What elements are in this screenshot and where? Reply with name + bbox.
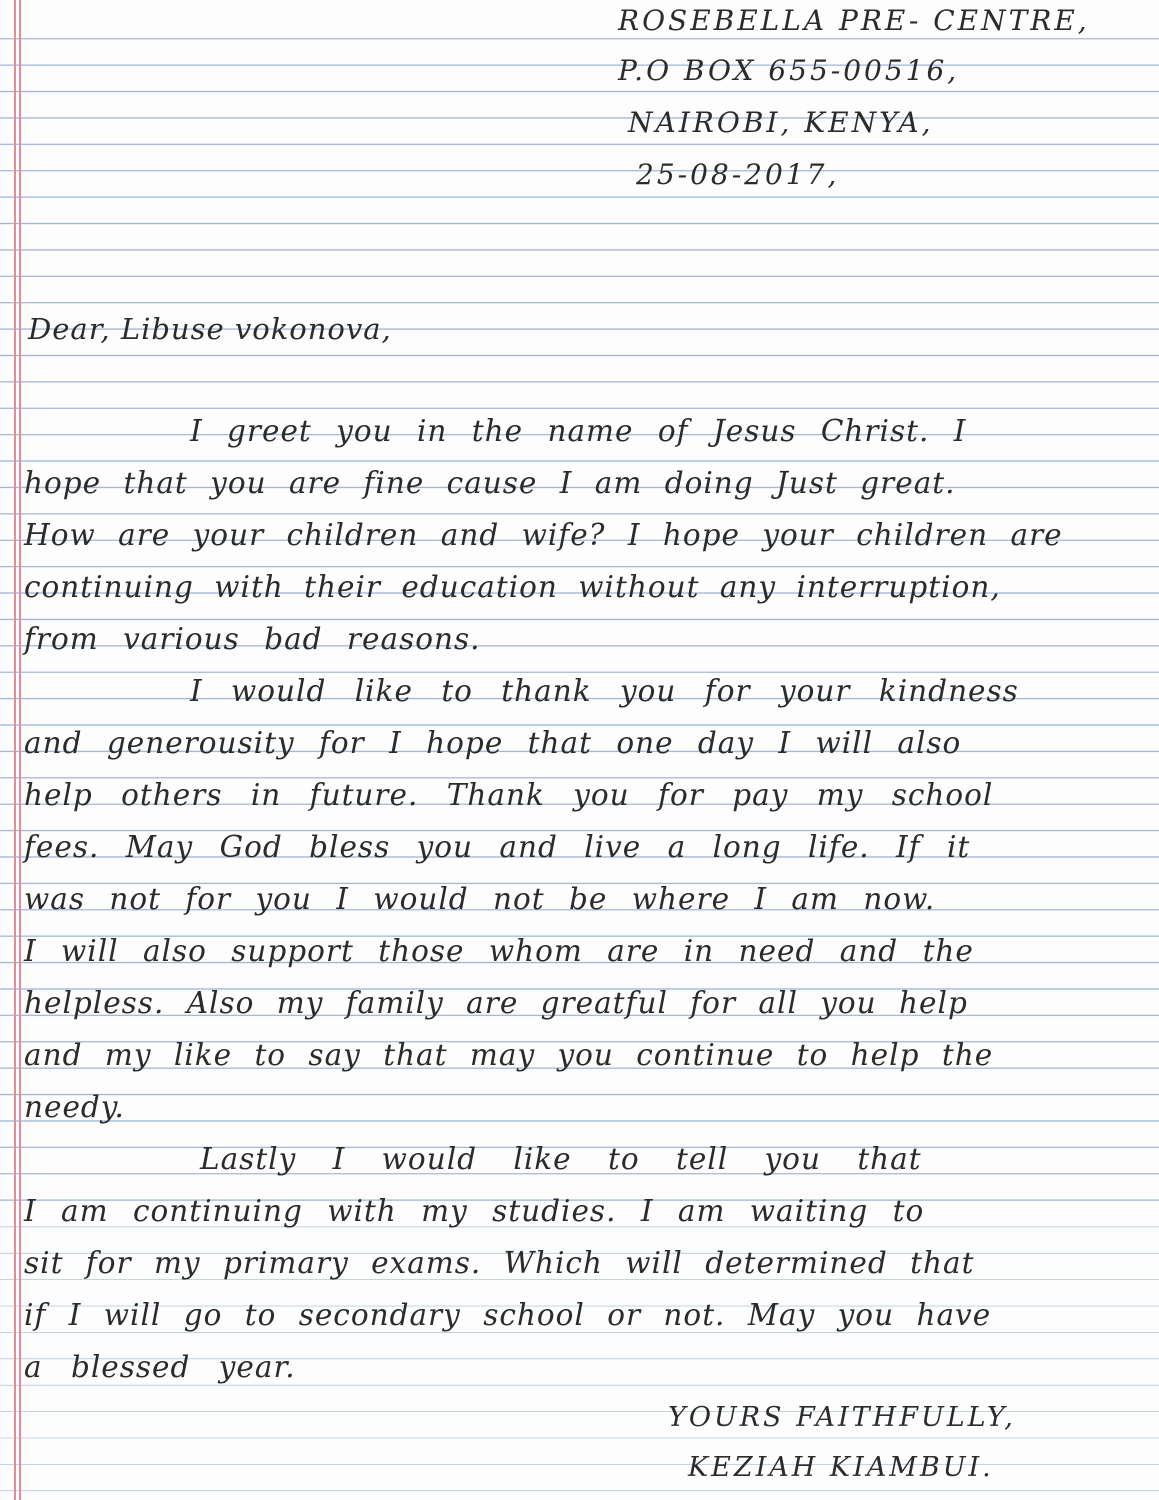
closing-sign-off: YOURS FAITHFULLY, <box>668 1402 1016 1433</box>
margin-line <box>14 0 16 1500</box>
body-line: I would like to thank you for your kindness <box>190 674 1019 708</box>
body-line: I am continuing with my studies. I am waiting to <box>24 1194 925 1228</box>
body-line: Lastly I would like to tell you that <box>200 1142 922 1176</box>
address-line-city: NAIROBI, KENYA, <box>628 106 934 139</box>
body-line: I will also support those whom are in need and the <box>24 934 974 968</box>
body-line: if I will go to secondary school or not. May you have <box>24 1298 992 1332</box>
body-line: and my like to say that may you continue to help the <box>24 1038 994 1072</box>
body-line: sit for my primary exams. Which will determined that <box>24 1246 975 1280</box>
address-line-box: P.O BOX 655-00516, <box>618 54 960 87</box>
body-line: from various bad reasons. <box>24 622 481 656</box>
body-line: How are your children and wife? I hope your children are <box>24 518 1063 552</box>
salutation: Dear, Libuse vokonova, <box>28 312 392 346</box>
signature-name: KEZIAH KIAMBUI. <box>688 1452 994 1483</box>
letter-date: 25-08-2017, <box>636 158 840 191</box>
margin-line <box>19 0 21 1500</box>
body-line: and generousity for I hope that one day I will also <box>24 726 962 760</box>
body-line: I greet you in the name of Jesus Christ. I <box>190 414 967 448</box>
body-line: was not for you I would not be where I am now. <box>24 882 936 916</box>
body-line: hope that you are fine cause I am doing Just great. <box>24 466 956 500</box>
body-line: continuing with their education without any interruption, <box>24 570 1001 604</box>
body-line: a blessed year. <box>24 1350 296 1384</box>
body-line: helpless. Also my family are greatful for all you help <box>24 986 968 1020</box>
body-line: fees. May God bless you and live a long life. If it <box>24 830 971 864</box>
body-line: needy. <box>24 1090 125 1124</box>
body-line: help others in future. Thank you for pay my school <box>24 778 994 812</box>
address-line-school: ROSEBELLA PRE- CENTRE, <box>618 4 1090 37</box>
